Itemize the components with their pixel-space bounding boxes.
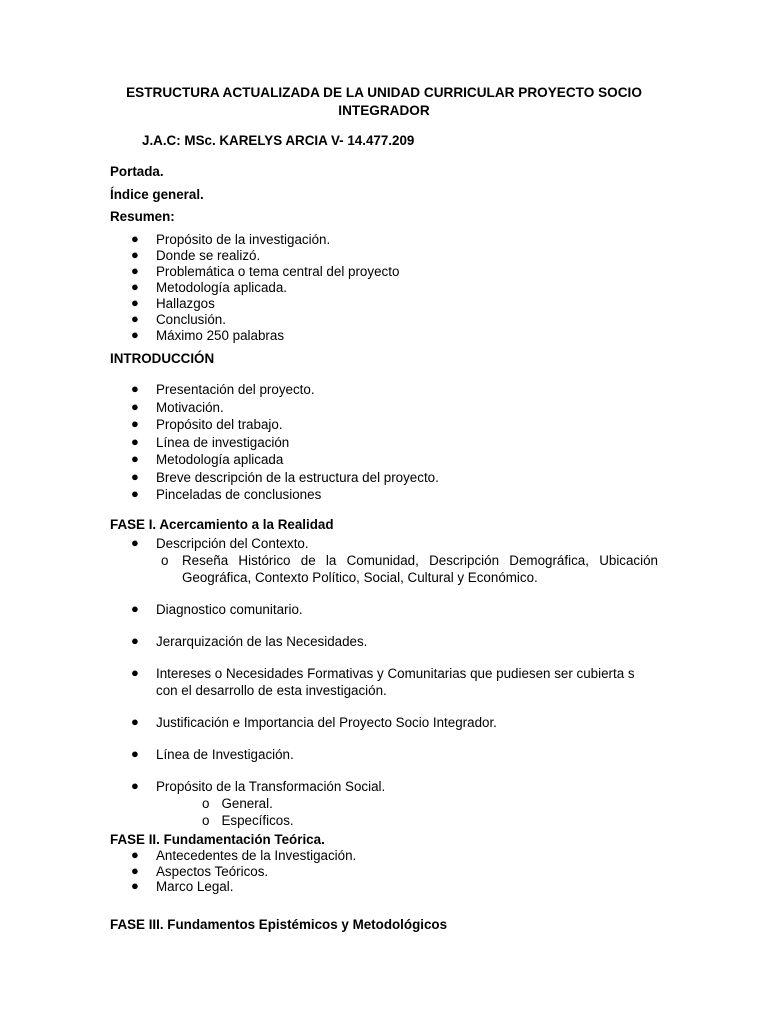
bullet-icon: ● xyxy=(131,778,139,793)
fase1-list xyxy=(110,535,658,829)
bullet-icon: ● xyxy=(131,381,139,396)
list-item: ● Antecedentes de la Investigación. xyxy=(131,847,357,863)
sub-list-item: o Reseña Histórico de la Comunidad, Descripción Demográfica, Ubicación Geográfica, Contexto Político, Social, Cultural y Económico. xyxy=(161,553,658,585)
fase2-list xyxy=(110,848,658,895)
bullet-icon: ● xyxy=(131,878,139,893)
bullet-icon: ● xyxy=(131,468,139,484)
list-item: ● Descripción del Contexto. o Reseña Histórico de la Comunidad, Descripción Demográfica, Ubicación Geográfica, Contexto Político, Social, Cultural y Económico. xyxy=(131,535,658,585)
introduccion-heading: INTRODUCCIÓN xyxy=(110,351,215,366)
bullet-icon: ● xyxy=(131,311,139,327)
sub-bullet-icon: o xyxy=(161,553,169,568)
bullet-icon: ● xyxy=(131,247,139,263)
list-item: ● Jerarquización de las Necesidades. xyxy=(131,633,368,649)
title-line-1: ESTRUCTURA ACTUALIZADA DE LA UNIDAD CURRICULAR PROYECTO SOCIO xyxy=(126,85,642,100)
list-item: ● Propósito del trabajo. xyxy=(131,416,283,432)
bullet-icon: ● xyxy=(131,665,139,680)
proposito-sublist xyxy=(156,795,658,829)
list-item: ● Donde se realizó. xyxy=(131,247,261,264)
title-line-2: INTEGRADOR xyxy=(338,103,430,118)
list-item: ● Metodología aplicada xyxy=(131,451,284,467)
list-item: ● Problemática o tema central del proyecto xyxy=(131,263,400,280)
resumen-list xyxy=(110,232,658,345)
list-item: ● Propósito de la investigación. xyxy=(131,231,331,247)
bullet-icon: ● xyxy=(131,535,139,550)
list-item: ● Metodología aplicada. xyxy=(131,279,288,296)
bullet-icon: ● xyxy=(131,451,139,466)
author-line: J.A.C: MSc. KARELYS ARCIA V- 14.477.209 xyxy=(142,133,415,148)
bullet-icon: ● xyxy=(131,746,139,761)
bullet-icon: ● xyxy=(131,416,139,431)
bullet-icon: ● xyxy=(131,601,139,616)
bullet-icon: ● xyxy=(131,862,139,878)
sub-list-item: o General. xyxy=(202,796,273,811)
list-item: ● Aspectos Teóricos. xyxy=(131,862,269,879)
bullet-icon: ● xyxy=(131,295,139,311)
bullet-icon: ● xyxy=(131,398,139,414)
fase1-heading: FASE I. Acercamiento a la Realidad xyxy=(110,517,334,532)
bullet-icon: ● xyxy=(131,263,139,279)
list-item: ● Justificación e Importancia del Proyecto Socio Integrador. xyxy=(131,714,497,730)
bullet-icon: ● xyxy=(131,279,139,295)
sub-bullet-icon: o xyxy=(202,813,210,828)
list-item: ● Marco Legal. xyxy=(131,878,234,894)
bullet-icon: ● xyxy=(131,486,139,501)
resumen-heading: Resumen: xyxy=(110,209,175,224)
fase3-heading: FASE III. Fundamentos Epistémicos y Metodológicos xyxy=(110,917,448,932)
bullet-icon: ● xyxy=(131,327,139,343)
bullet-icon: ● xyxy=(131,231,139,246)
list-item: ● Motivación. xyxy=(131,398,224,415)
list-item: ● Diagnostico comunitario. xyxy=(131,601,303,617)
contexto-sublist xyxy=(156,552,658,586)
bullet-icon: ● xyxy=(131,633,139,648)
indice-heading: Índice general. xyxy=(110,187,204,202)
list-item: ● Máximo 250 palabras xyxy=(131,327,285,344)
list-item: ● Pinceladas de conclusiones xyxy=(131,486,322,502)
bullet-icon: ● xyxy=(131,433,139,449)
sub-list-item: o Específicos. xyxy=(202,813,294,828)
list-item: ● Hallazgos xyxy=(131,295,215,312)
list-item: ● Breve descripción de la estructura del proyecto. xyxy=(131,468,439,485)
list-item: ● Línea de investigación xyxy=(131,433,290,450)
list-item: ● Conclusión. xyxy=(131,311,226,328)
sub-bullet-icon: o xyxy=(202,796,210,811)
list-item: ● Presentación del proyecto. xyxy=(131,381,315,397)
list-item: ● Línea de Investigación. xyxy=(131,746,294,762)
bullet-icon: ● xyxy=(131,714,139,729)
introduccion-list xyxy=(110,381,658,504)
document-title xyxy=(110,84,658,120)
list-item: ● Intereses o Necesidades Formativas y Comunitarias que pudiesen ser cubierta s con el desarrollo de esta investigación. xyxy=(131,665,635,698)
list-item: ● Propósito de la Transformación Social. o General. o Específicos. xyxy=(110,778,658,829)
bullet-icon: ● xyxy=(131,847,139,862)
fase2-heading: FASE II. Fundamentación Teórica. xyxy=(110,832,325,847)
portada-heading: Portada. xyxy=(110,164,164,179)
